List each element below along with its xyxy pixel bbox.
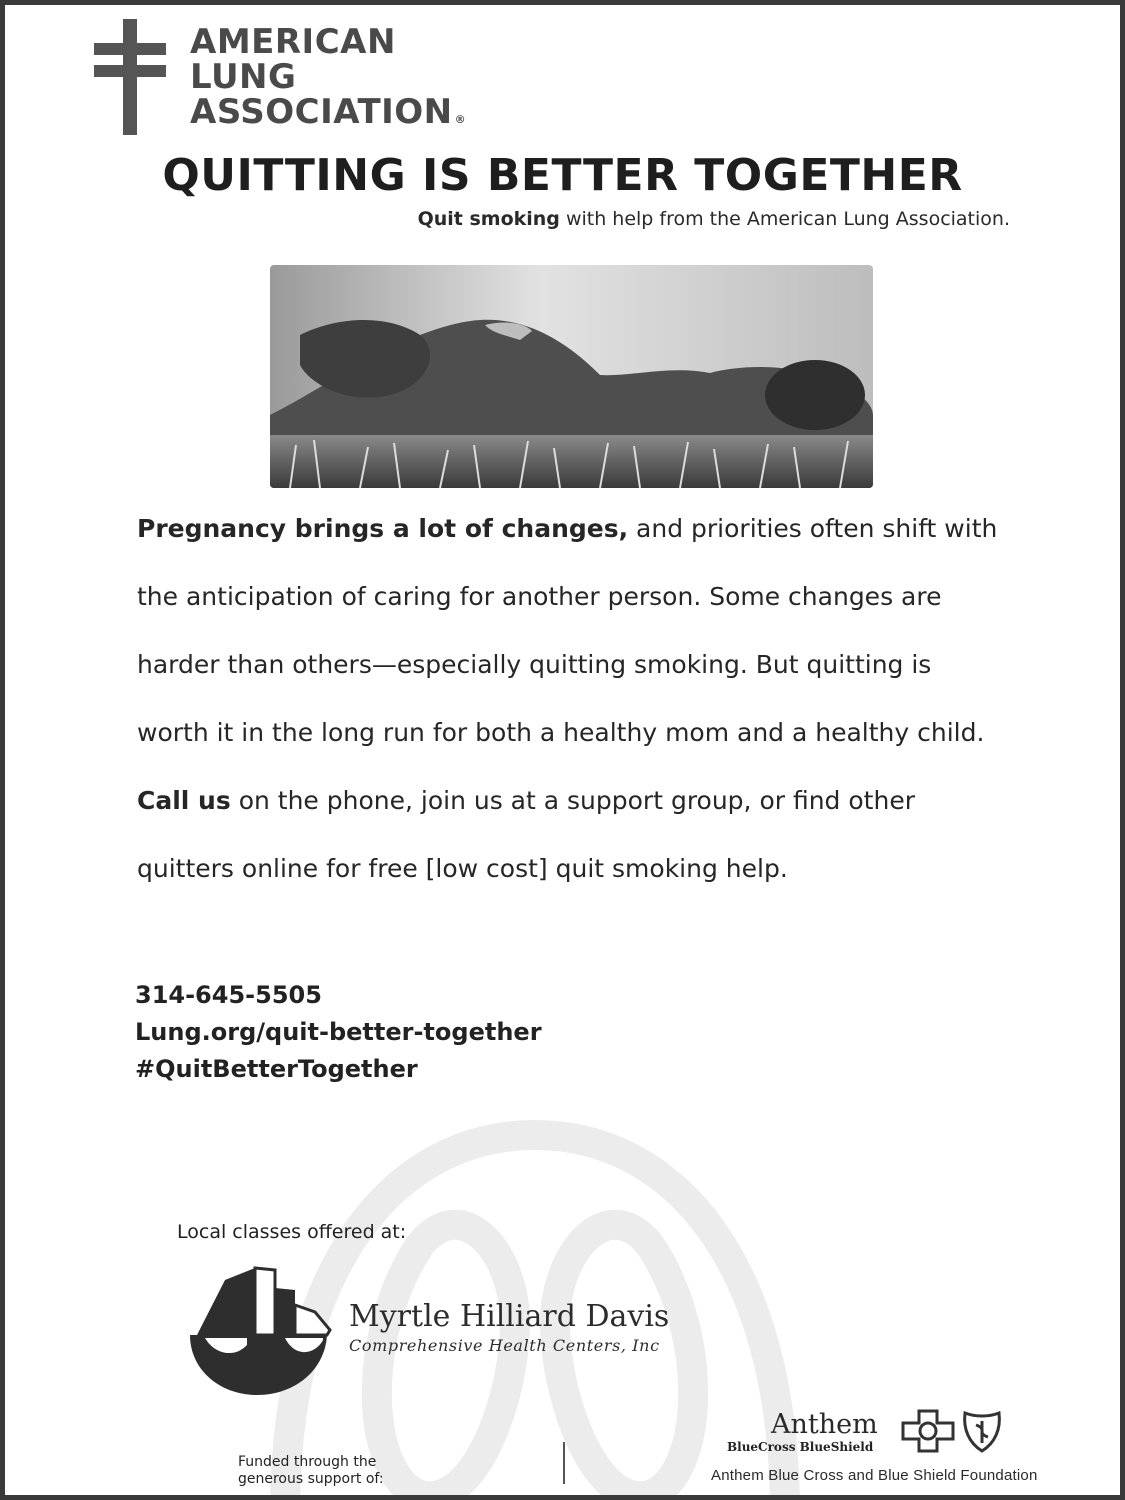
body-paragraph bbox=[137, 495, 1007, 903]
contact-block bbox=[135, 977, 542, 1088]
pregnant-woman-photo bbox=[270, 265, 873, 488]
foundation-name: Anthem Blue Cross and Blue Shield Foundation bbox=[711, 1467, 1038, 1484]
body-text bbox=[137, 495, 1007, 903]
subheadline bbox=[418, 208, 1010, 230]
subheadline-rest: with help from the American Lung Association. bbox=[559, 208, 1010, 230]
blue-cross-icon bbox=[901, 1409, 955, 1453]
logo-line-2: LUNG bbox=[190, 57, 297, 97]
clinic-name: Myrtle Hilliard Davis bbox=[349, 1299, 670, 1334]
body-lead-bold: Pregnancy brings a lot of changes, bbox=[137, 514, 629, 543]
logo-line-1: AMERICAN bbox=[190, 22, 396, 62]
local-classes-label: Local classes offered at: bbox=[177, 1221, 407, 1243]
blue-shield-icon bbox=[961, 1409, 1003, 1453]
logo-line-3 bbox=[190, 92, 467, 137]
double-barred-cross-icon bbox=[90, 19, 170, 137]
clinic-subtitle: Comprehensive Health Centers, Inc bbox=[349, 1336, 660, 1355]
logo-line-3-text: ASSOCIATION bbox=[190, 92, 453, 132]
website-url: Lung.org/quit-better-together bbox=[135, 1018, 542, 1046]
subheadline-bold: Quit smoking bbox=[417, 208, 560, 230]
myrtle-hilliard-davis-logo-icon bbox=[185, 1260, 335, 1395]
sponsor-line: BlueCross BlueShield bbox=[727, 1440, 874, 1454]
body-part-1: and priorities often shift with the anticipation of caring for another person. Some changes are harder than others—especially quitting smoking. But quitting is worth it in the long run for both a healthy mom and a healthy child. bbox=[137, 514, 998, 747]
call-us-bold: Call us bbox=[137, 786, 231, 815]
headline: QUITTING IS BETTER TOGETHER bbox=[162, 150, 963, 201]
divider bbox=[563, 1442, 565, 1484]
funded-label: Funded through the generous support of: bbox=[238, 1454, 384, 1487]
registered-mark: ® bbox=[454, 113, 467, 126]
phone-number: 314-645-5505 bbox=[135, 981, 322, 1009]
photo-illustration bbox=[270, 265, 873, 488]
sponsor-wordmark: Anthem bbox=[771, 1409, 878, 1440]
logo-wordmark bbox=[190, 22, 467, 137]
body-part-2: on the phone, join us at a support group, or find other quitters online for free [low cost] quit smoking help. bbox=[137, 786, 915, 883]
american-lung-association-logo bbox=[90, 19, 530, 139]
hashtag: #QuitBetterTogether bbox=[135, 1055, 418, 1083]
